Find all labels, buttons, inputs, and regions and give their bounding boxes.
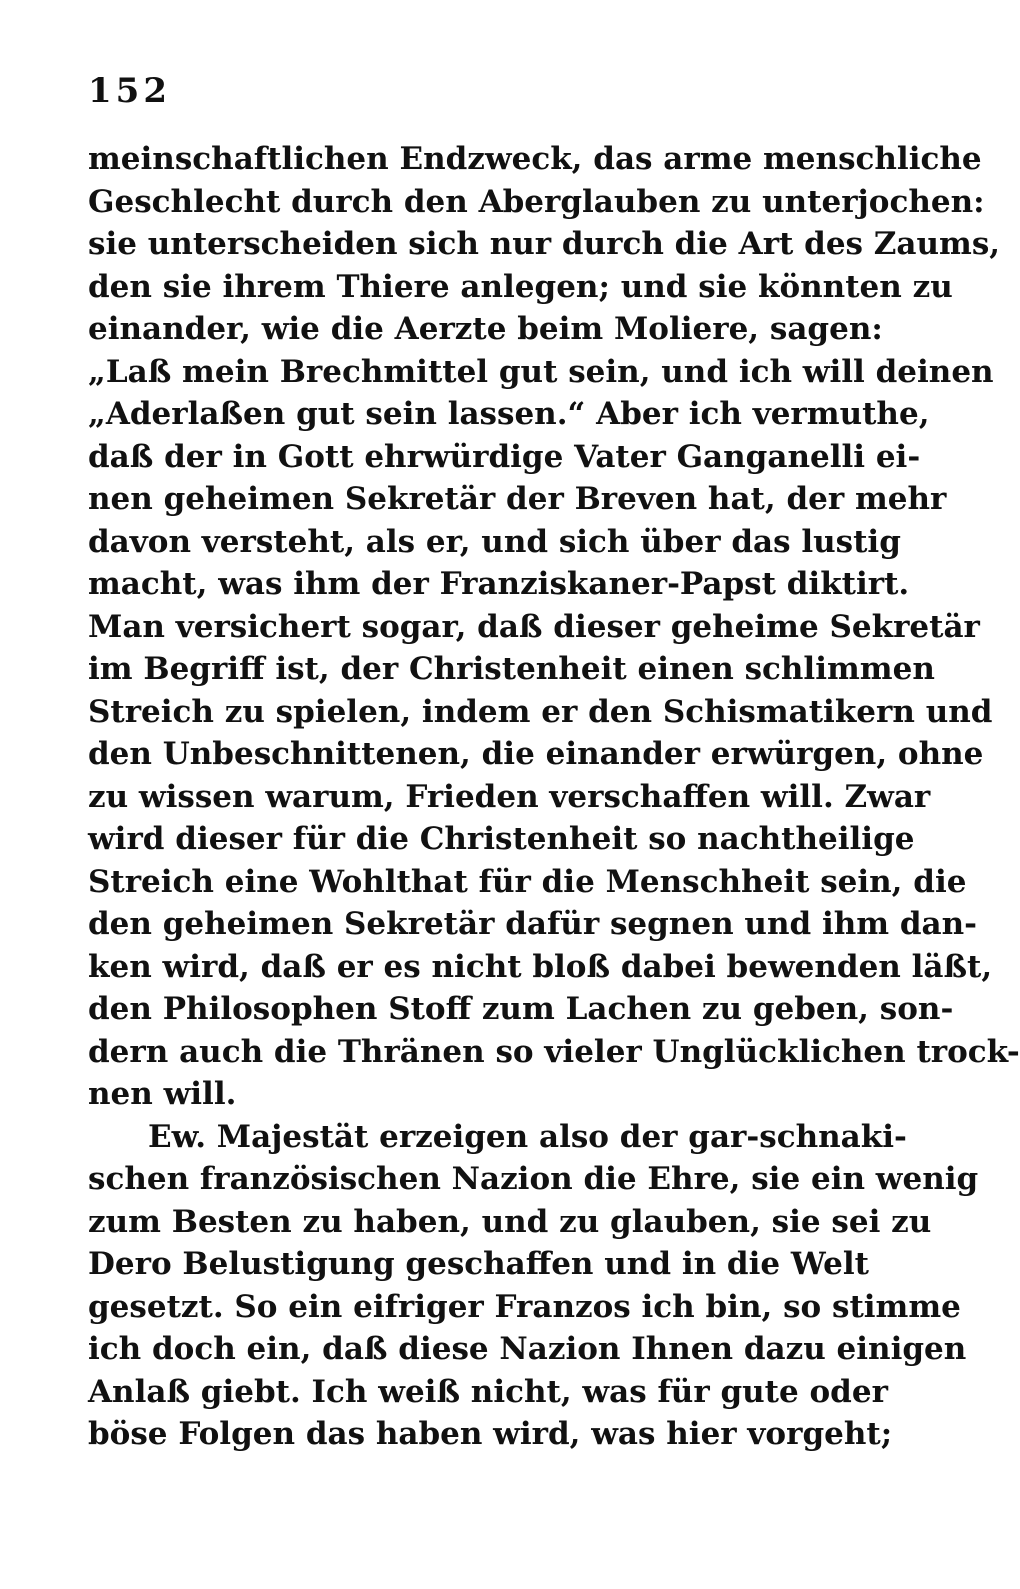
text-line: den Philosophen Stoff zum Lachen zu geben, son- bbox=[88, 991, 954, 1027]
body-text bbox=[88, 138, 1020, 1456]
text-line: ich doch ein, daß diese Nazion Ihnen dazu einigen bbox=[88, 1331, 967, 1367]
text-line: wird dieser für die Christenheit so nachtheilige bbox=[88, 821, 915, 857]
text-line: den sie ihrem Thiere anlegen; und sie könnten zu bbox=[88, 268, 953, 305]
text-line: nen will. bbox=[88, 1076, 237, 1112]
text-line: Streich zu spielen, indem er den Schismatikern und bbox=[88, 693, 993, 730]
text-line: schen französischen Nazion die Ehre, sie ein wenig bbox=[88, 1161, 979, 1197]
text-line: im Begriff ist, der Christenheit einen schlimmen bbox=[88, 651, 935, 687]
text-line: sie unterscheiden sich nur durch die Art des Zaums, bbox=[88, 226, 1001, 262]
text-line: den Unbeschnittenen, die einander erwürgen, ohne bbox=[88, 736, 984, 772]
text-line: Anlaß giebt. Ich weiß nicht, was für gute oder bbox=[88, 1373, 888, 1410]
page-number: 152 bbox=[88, 71, 171, 111]
text-line: zu wissen warum, Frieden verschaffen will. Zwar bbox=[88, 778, 931, 815]
text-line: daß der in Gott ehrwürdige Vater Ganganelli ei- bbox=[88, 438, 921, 475]
text-line: meinschaftlichen Endzweck, das arme menschliche bbox=[88, 141, 982, 177]
text-line: „Aderlaßen gut sein lassen.“ Aber ich vermuthe, bbox=[88, 396, 930, 432]
text-line: einander, wie die Aerzte beim Moliere, sagen: bbox=[88, 311, 883, 347]
text-line: den geheimen Sekretär dafür segnen und ihm dan- bbox=[88, 906, 978, 942]
text-line: Dero Belustigung geschaffen und in die Welt bbox=[88, 1246, 869, 1282]
text-line: dern auch die Thränen so vieler Unglücklichen trock- bbox=[88, 1033, 1020, 1070]
text-line: nen geheimen Sekretär der Breven hat, der mehr bbox=[88, 481, 947, 517]
text-line: Streich eine Wohlthat für die Menschheit sein, die bbox=[88, 863, 967, 900]
text-line: Man versichert sogar, daß dieser geheime Sekretär bbox=[88, 608, 980, 645]
text-line: zum Besten zu haben, und zu glauben, sie sei zu bbox=[88, 1203, 932, 1240]
text-line: „Laß mein Brechmittel gut sein, und ich will deinen bbox=[88, 353, 994, 390]
text-line: böse Folgen das haben wird, was hier vorgeht; bbox=[88, 1416, 893, 1452]
paragraph-start-line: Ew. Majestät erzeigen also der gar-schnaki- bbox=[148, 1118, 907, 1155]
text-line: macht, was ihm der Franziskaner-Papst diktirt. bbox=[88, 566, 910, 602]
text-line: Geschlecht durch den Aberglauben zu unterjochen: bbox=[88, 183, 985, 220]
text-line: gesetzt. So ein eifriger Franzos ich bin, so stimme bbox=[88, 1288, 961, 1325]
text-line: ken wird, daß er es nicht bloß dabei bewenden läßt, bbox=[88, 948, 993, 985]
text-line: davon versteht, als er, und sich über das lustig bbox=[88, 523, 901, 560]
